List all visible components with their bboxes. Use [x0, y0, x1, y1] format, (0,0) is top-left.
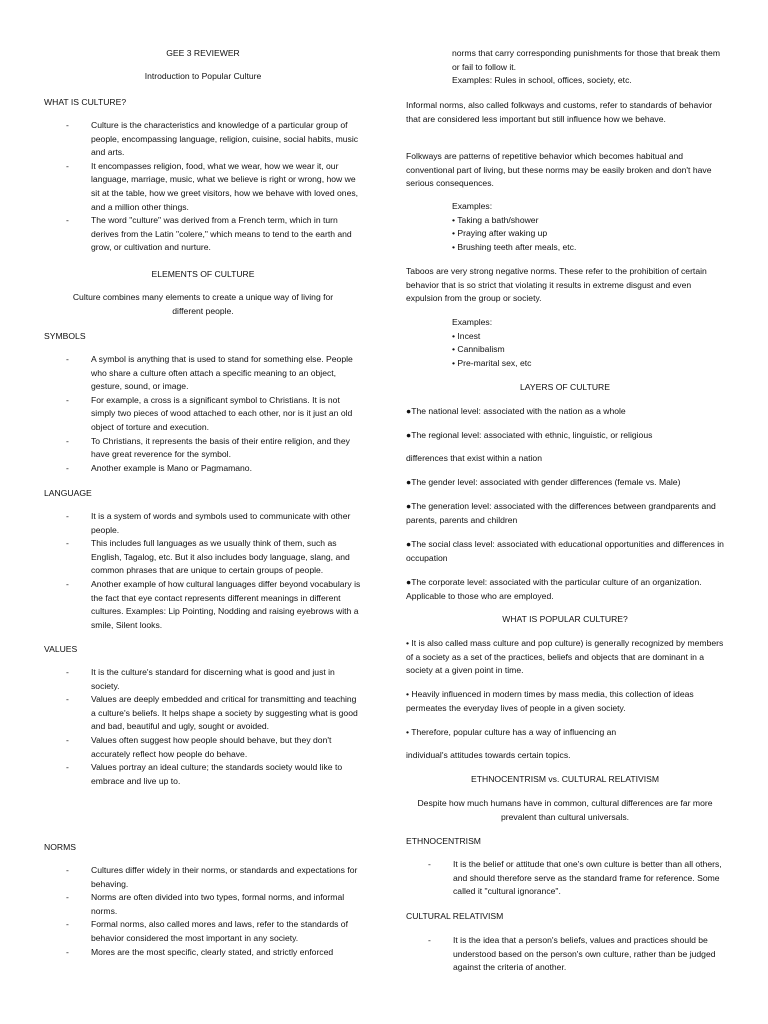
list-item: - Another example of how cultural languages differ beyond vocabulary is the fact that eye contact represents different meanings in different cultures. Examples: Lip Pointing, Nodding and raising eyebrows with a smile, Silent looks. — [44, 578, 362, 632]
popular-p1: • It is also called mass culture and pop culture) is generally recognized by members of a society as a set of the practices, beliefs and objects that are dominant in a society at a given point in time. — [406, 638, 724, 676]
layer-regional-continued: differences that exist within a nation — [406, 453, 542, 463]
list-item: - Another example is Mano or Pagmamano. — [44, 462, 362, 476]
list-item: - It is the culture's standard for discerning what is good and just in society. — [44, 666, 362, 693]
list-item: - A symbol is anything that is used to stand for something else. People who share a culture often attach a specific meaning to an object, gesture, sound, or image. — [44, 353, 362, 394]
layer-regional: ●The regional level: associated with ethnic, linguistic, or religious — [406, 430, 653, 440]
list-item: and bad, beautiful and ugly, sought or avoided. — [91, 721, 270, 732]
popular-p2: • Heavily influenced in modern times by mass media, this collection of ideas permeates the everyday lives of people in a given society. — [406, 689, 694, 713]
language-list — [44, 510, 362, 632]
document-title: GEE 3 REVIEWER — [166, 48, 240, 58]
list-item: - Values are deeply embedded and critical for transmitting and teaching — [44, 693, 362, 707]
list-item: - It encompasses religion, food, what we wear, how we wear it, our language, marriage, music, what we believe is right or wrong, how we sit at the table, how we greet visitors, how we behave with loved ones, and a million other things. — [44, 160, 362, 214]
examples-label: Examples: — [452, 201, 493, 211]
informal-norms: Informal norms, also called folkways and customs, refer to standards of behavior that are considered less important but still influence how we behave. — [406, 100, 713, 124]
mores-examples: Examples: Rules in school, offices, society, etc. — [452, 75, 632, 86]
relativism-list — [406, 934, 724, 975]
layer-social: ●The social class level: associated with educational opportunities and differences in occupation — [406, 539, 724, 563]
list-item: - The word "culture" was derived from a French term, which in turn derives from the Latin "colere," which means to tend to the earth and grow, or cultivation and nurture. — [44, 214, 362, 255]
list-item: - Formal norms, also called mores and laws, refer to the standards of behavior considered the most important in any society. — [44, 918, 362, 945]
culture-list — [44, 119, 362, 255]
heading-values: VALUES — [44, 644, 78, 654]
mores-continued-text: norms that carry corresponding punishments for those that break them or fail to follow it. — [452, 48, 720, 72]
heading-elements: ELEMENTS OF CULTURE — [151, 269, 255, 279]
example-item: • Taking a bath/shower — [452, 214, 539, 225]
heading-symbols: SYMBOLS — [44, 331, 86, 341]
heading-ethno-vs-relativism: ETHNOCENTRISM vs. CULTURAL RELATIVISM — [471, 774, 659, 784]
list-item: - Culture is the characteristics and knowledge of a particular group of people, encompassing language, religion, cuisine, social habits, music and arts. — [44, 119, 362, 160]
heading-norms: NORMS — [44, 842, 76, 852]
symbols-list — [44, 353, 362, 475]
folkways: Folkways are patterns of repetitive behavior which becomes habitual and conventional part of living, but these norms may be easily broken and don't have serious consequences. — [406, 151, 712, 189]
ethnocentrism-list — [406, 858, 724, 899]
list-item: - Values often suggest how people should behave, but they don't accurately reflect how people do behave. — [44, 734, 362, 761]
taboos: Taboos are very strong negative norms. These refer to the prohibition of certain behavior that is so strict that violating it results in extreme disgust and even expulsion from the group or society. — [406, 266, 707, 304]
list-item: - For example, a cross is a significant symbol to Christians. It is not simply two pieces of wood attached to each other, nor is it just an old object of torture and execution. — [44, 394, 362, 435]
heading-what-is-culture: WHAT IS CULTURE? — [44, 97, 127, 107]
list-item: - It is a system of words and symbols used to communicate with other people. — [44, 510, 362, 537]
norms-list — [44, 864, 362, 959]
list-item: - To Christians, it represents the basis of their entire religion, and they have great reverence for the symbol. — [44, 435, 362, 462]
document-subtitle: Introduction to Popular Culture — [144, 71, 262, 81]
list-item: - Values portray an ideal culture; the standards society would like to — [44, 761, 362, 775]
example-item: • Praying after waking up — [452, 228, 548, 239]
heading-language: LANGUAGE — [44, 488, 92, 498]
example-item: • Pre-marital sex, etc — [452, 357, 532, 368]
example-item: • Incest — [452, 330, 481, 341]
folkways-examples — [406, 200, 724, 254]
list-item: - Mores are the most specific, clearly stated, and strictly enforced — [44, 946, 362, 960]
heading-layers: LAYERS OF CULTURE — [520, 382, 610, 392]
popular-p3: • Therefore, popular culture has a way of influencing an — [406, 727, 617, 737]
list-item: a culture's beliefs. It helps shape a society by suggesting what is good — [91, 707, 358, 718]
example-item: • Brushing teeth after meals, etc. — [452, 241, 577, 252]
heading-ethnocentrism: ETHNOCENTRISM — [406, 836, 481, 846]
mores-continued — [406, 47, 724, 88]
layer-national: ●The national level: associated with the nation as a whole — [406, 406, 626, 416]
list-item: - Norms are often divided into two types, formal norms, and informal norms. — [44, 891, 362, 918]
elements-intro: Culture combines many elements to create a unique way of living for different people. — [72, 292, 334, 316]
list-item: embrace and live up to. — [91, 775, 181, 786]
list-item: - This includes full languages as we usually think of them, such as English, Tagalog, etc. But it also includes body language, slang, and common phrases that are unique to certain groups of people. — [44, 537, 362, 578]
examples-label: Examples: — [452, 317, 493, 327]
ethno-vs-intro: Despite how much humans have in common, cultural differences are far more prevalent than cultural universals. — [417, 798, 713, 822]
example-item: • Cannibalism — [452, 344, 505, 355]
taboo-examples — [406, 316, 724, 370]
heading-cultural-relativism: CULTURAL RELATIVISM — [406, 911, 504, 921]
layer-generation: ●The generation level: associated with the differences between grandparents and parents, parents and children — [406, 501, 716, 525]
values-list — [44, 666, 362, 788]
list-item: - It is the belief or attitude that one's own culture is better than all others, and should therefore serve as the standard frame for reference. Some called it "cultural ignorance". — [406, 858, 724, 899]
layer-corporate: ●The corporate level: associated with the particular culture of an organization. Applicable to those who are employed. — [406, 577, 702, 601]
heading-popular-culture: WHAT IS POPULAR CULTURE? — [502, 614, 628, 624]
popular-p4: individual's attitudes towards certain topics. — [406, 750, 571, 760]
list-item: - It is the idea that a person's beliefs, values and practices should be understood based on the person's own culture, rather than be judged against the criteria of another. — [406, 934, 724, 975]
list-item: - Cultures differ widely in their norms, or standards and expectations for behaving. — [44, 864, 362, 891]
layer-gender: ●The gender level: associated with gender differences (female vs. Male) — [406, 477, 681, 487]
